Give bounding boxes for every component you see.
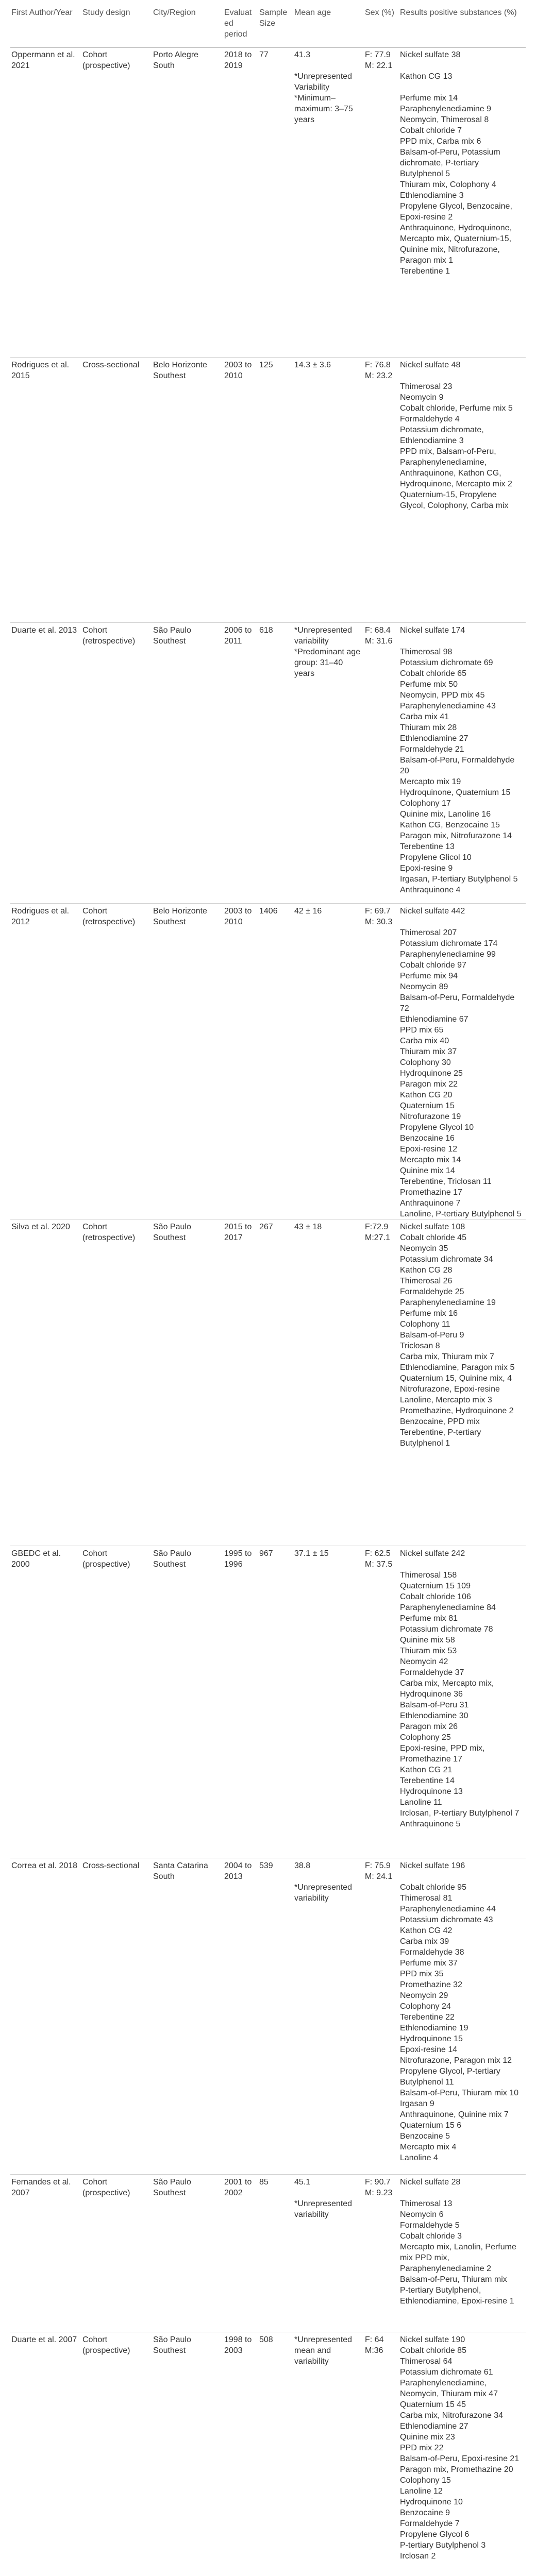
cell-author: Correa et al. 2018	[11, 1861, 78, 1870]
cell-design: Cross-sectional	[82, 361, 140, 369]
cell-sample: 618	[259, 626, 273, 635]
cell-author: Duarte et al. 2007	[11, 2335, 77, 2344]
cell-city: Belo Horizonte Southest	[153, 361, 207, 380]
cell-age: *Unrepresented mean and variability	[294, 2335, 353, 2366]
cell-design: Cohort (retrospective)	[82, 907, 136, 926]
table-row	[10, 623, 526, 904]
cell-results: Nickel sulfate 196 Cobalt chloride 95 Thimerosal 81 Paraphenylenediamine 44 Potassium dichromate 43 Kathon CG 42 Carba mix 39 Formaldehyde 38 Perfume mix 37 PPD mix 35 Promethazine 32 Neomycin 29 Colophony 24 Terebentine 22 Ethlenodiamine 19 Hydroquinone 15 Epoxi-resine 14 Nitrofurazone, Paragon mix 12 Propylene Glycol, P-tertiary Butylphenol 11 Balsam-of-Peru, Thiuram mix 10 Irgasan 9 Anthraquinone, Quinine mix 7 Quaternium 15 6 Benzocaine 5 Mercapto mix 4 Lanoline 4	[400, 1861, 518, 2162]
table-row	[10, 1219, 526, 1546]
cell-period: 1995 to 1996	[224, 1549, 252, 1569]
cell-sex: F: 76.8 M: 23.2	[365, 361, 393, 380]
cell-period: 2004 to 2013	[224, 1861, 252, 1881]
cell-design: Cohort (retrospective)	[82, 626, 136, 646]
header-sample: Sample Size	[259, 8, 288, 28]
cell-age: 38.8 *Unrepresented variability	[294, 1861, 353, 1903]
cell-author: Duarte et al. 2013	[11, 626, 77, 635]
cell-results: Nickel sulfate 108 Cobalt chloride 45 Neomycin 35 Potassium dichromate 34 Kathon CG 28 Thimerosal 26 Formaldehyde 25 Paraphenylenediamine 19 Perfume mix 16 Colophony 11 Balsam-of-Peru 9 Triclosan 8 Carba mix, Thiuram mix 7 Ethlenodiamine, Paragon mix 5 Quaternium 15, Quinine mix, 4 Nitrofurazone, Epoxi-resine Lanoline, Mercapto mix 3 Promethazine, Hydroquinone 2 Benzocaine, PPD mix Terebentine, P-tertiary Butylphenol 1	[400, 1223, 515, 1448]
cell-results: Nickel sulfate 174 Thimerosal 98 Potassium dichromate 69 Cobalt chloride 65 Perfume mix 50 Neomycin, PPD mix 45 Paraphenylenediamine 43 Carba mix 41 Thiuram mix 28 Ethlenodiamine 27 Formaldehyde 21 Balsam-of-Peru, Formaldehyde 20 Mercapto mix 19 Hydroquinone, Quaternium 15 Colophony 17 Quinine mix, Lanoline 16 Kathon CG, Benzocaine 15 Paragon mix, Nitrofurazone 14 Terebentine 13 Propylene Glicol 10 Epoxi-resine 9 Irgasan, P-tertiary Butylphenol 5 Anthraquinone 4	[400, 626, 518, 894]
cell-city: Porto Alegre South	[153, 50, 199, 70]
cell-sample: 125	[259, 361, 273, 369]
cell-author: Rodrigues et al. 2015	[11, 361, 70, 380]
header-design: Study design	[82, 8, 130, 17]
cell-design: Cohort (prospective)	[82, 2178, 130, 2197]
header-author: First Author/Year	[11, 8, 73, 17]
table-row	[10, 47, 526, 358]
table-row	[10, 904, 526, 1219]
cell-city: Santa Catarina South	[153, 1861, 208, 1881]
cell-results: Nickel sulfate 442 Thimerosal 207 Potassium dichromate 174 Paraphenylenediamine 99 Cobalt chloride 97 Perfume mix 94 Neomycin 89 Balsam-of-Peru, Formaldehyde 72 Ethlenodiamine 67 PPD mix 65 Carba mix 40 Thiuram mix 37 Colophony 30 Hydroquinone 25 Paragon mix 22 Kathon CG 20 Quaternium 15 Nitrofurazone 19 Propylene Glycol 10 Benzocaine 16 Epoxi-resine 12 Mercapto mix 14 Quinine mix 14 Terebentine, Triclosan 11 Promethazine 17 Anthraquinone 7 Lanoline, P-tertiary Butylphenol 5	[400, 907, 522, 1218]
cell-period: 1998 to 2003	[224, 2335, 252, 2355]
cell-age: 37.1 ± 15	[294, 1549, 329, 1558]
cell-results: Nickel sulfate 48 Thimerosal 23 Neomycin 9 Cobalt chloride, Perfume mix 5 Formaldehyde 4 Potassium dichromate, Ethlenodiamine 3 PPD mix, Balsam-of-Peru, Paraphenylenediamine, Anthraquinone, Kathon CG, Hydroquinone, Mercapto mix 2 Quaternium-15, Propylene Glycol, Colophony, Carba mix	[400, 361, 513, 510]
cell-design: Cohort (prospective)	[82, 50, 130, 70]
cell-sex: F: 75.9 M: 24.1	[365, 1861, 393, 1881]
cell-sample: 1406	[259, 907, 278, 916]
cell-city: São Paulo Southest	[153, 626, 191, 646]
header-city: City/Region	[153, 8, 196, 17]
cell-sample: 508	[259, 2335, 273, 2344]
header-sex: Sex (%)	[365, 8, 394, 17]
header-results: Results positive substances (%)	[400, 8, 517, 17]
table-row	[10, 1858, 526, 2175]
cell-sample: 539	[259, 1861, 273, 1870]
cell-city: Belo Horizonte Southest	[153, 907, 207, 926]
cell-period: 2003 to 2010	[224, 907, 252, 926]
cell-period: 2003 to 2010	[224, 361, 252, 380]
cell-results: Nickel sulfate 242 Thimerosal 158 Quaternium 15 109 Cobalt chloride 106 Paraphenylenediamine 84 Perfume mix 81 Potassium dichromate 78 Quinine mix 58 Thiuram mix 53 Neomycin 42 Formaldehyde 37 Carba mix, Mercapto mix, Hydroquinone 36 Balsam-of-Peru 31 Ethlenodiamine 30 Paragon mix 26 Colophony 25 Epoxi-resine, PPD mix, Promethazine 17 Kathon CG 21 Terebentine 14 Hydroquinone 13 Lanoline 11 Irclosan, P-tertiary Butylphenol 7 Anthraquinone 5	[400, 1549, 520, 1828]
header-age: Mean age	[294, 8, 331, 17]
cell-design: Cohort (retrospective)	[82, 1223, 136, 1242]
cell-design: Cross-sectional	[82, 1861, 140, 1870]
cell-sex: F: 64 M:36	[365, 2335, 384, 2355]
table-row	[10, 2175, 526, 2332]
table-row	[10, 1546, 526, 1858]
cell-author: GBEDC et al. 2000	[11, 1549, 61, 1569]
cell-age: 42 ± 16	[294, 907, 322, 916]
cell-city: São Paulo Southest	[153, 1223, 191, 1242]
cell-author: Fernandes et al. 2007	[11, 2178, 71, 2197]
cell-sex: F: 90.7 M: 9.23	[365, 2178, 393, 2197]
cell-age: 43 ± 18	[294, 1223, 322, 1231]
header-period: Evaluated period	[224, 8, 252, 39]
cell-city: São Paulo Southest	[153, 2335, 191, 2355]
cell-period: 2001 to 2002	[224, 2178, 252, 2197]
cell-age: 14.3 ± 3.6	[294, 361, 331, 369]
cell-author: Oppermann et al. 2021	[11, 50, 75, 70]
cell-sex: F: 62.5 M: 37.5	[365, 1549, 393, 1569]
cell-sex: F:72.9 M:27.1	[365, 1223, 390, 1242]
cell-period: 2015 to 2017	[224, 1223, 252, 1242]
cell-author: Silva et al. 2020	[11, 1223, 70, 1231]
cell-sample: 967	[259, 1549, 273, 1558]
cell-results: Nickel sulfate 38 Kathon CG 13 Perfume mix 14 Paraphenylenediamine 9 Neomycin, Thimerosal 8 Cobalt chloride 7 PPD mix, Carba mix 6 Balsam-of-Peru, Potassium dichromate, P-tertiary Butylphenol 5 Thiuram mix, Colophony 4 Ethlenodiamine 3 Propylene Glycol, Benzocaine, Epoxi-resine 2 Anthraquinone, Hydroquinone, Mercapto mix, Quaternium-15, Quinine mix, Nitrofurazone, Paragon mix 1 Terebentine 1	[400, 50, 512, 276]
cell-age: *Unrepresented variability *Predominant age group: 31–40 years	[294, 626, 361, 678]
cell-period: 2018 to 2019	[224, 50, 252, 70]
cell-sex: F: 77.9 M: 22.1	[365, 50, 393, 70]
cell-sex: F: 69.7 M: 30.3	[365, 907, 393, 926]
cell-age: 41.3 *Unrepresented Variability *Minimum–maximum: 3–75 years	[294, 50, 353, 124]
cell-results: Nickel sulfate 28 Thimerosal 13 Neomycin 6 Formaldehyde 5 Cobalt chloride 3 Mercapto mix, Lanolin, Perfume mix PPD mix, Paraphenylenediamine 2 Balsam-of-Peru, Thiuram mix P-tertiary Butylphenol, Ethlenodiamine, Epoxi-resine 1	[400, 2178, 516, 2306]
cell-sex: F: 68.4 M: 31.6	[365, 626, 393, 646]
cell-sample: 267	[259, 1223, 273, 1231]
cell-design: Cohort (prospective)	[82, 2335, 130, 2355]
cell-sample: 85	[259, 2178, 269, 2187]
table-row	[10, 2332, 526, 2576]
table-header	[10, 5, 526, 47]
cell-sample: 77	[259, 50, 269, 59]
cell-city: São Paulo Southest	[153, 1549, 191, 1569]
cell-city: São Paulo Southest	[153, 2178, 191, 2197]
cell-design: Cohort (prospective)	[82, 1549, 130, 1569]
cell-age: 45.1 *Unrepresented variability	[294, 2178, 353, 2219]
cell-period: 2006 to 2011	[224, 626, 252, 646]
studies-table	[10, 5, 526, 2576]
cell-results: Nickel sulfate 190 Cobalt chloride 85 Thimerosal 64 Potassium dichromate 61 Paraphenylenediamine, Neomycin, Thiuram mix 47 Quaternium 15 45 Carba mix, Nitrofurazone 34 Ethlenodiamine 27 Quinine mix 23 PPD mix 22 Balsam-of-Peru, Epoxi-resine 21 Paragon mix, Promethazine 20 Colophony 15 Lanoline 12 Hydroquinone 10 Benzocaine 9 Formaldehyde 7 Propylene Glycol 6 P-tertiary Butylphenol 3 Irclosan 2	[400, 2335, 520, 2561]
table-row	[10, 358, 526, 623]
cell-author: Rodrigues et al. 2012	[11, 907, 70, 926]
